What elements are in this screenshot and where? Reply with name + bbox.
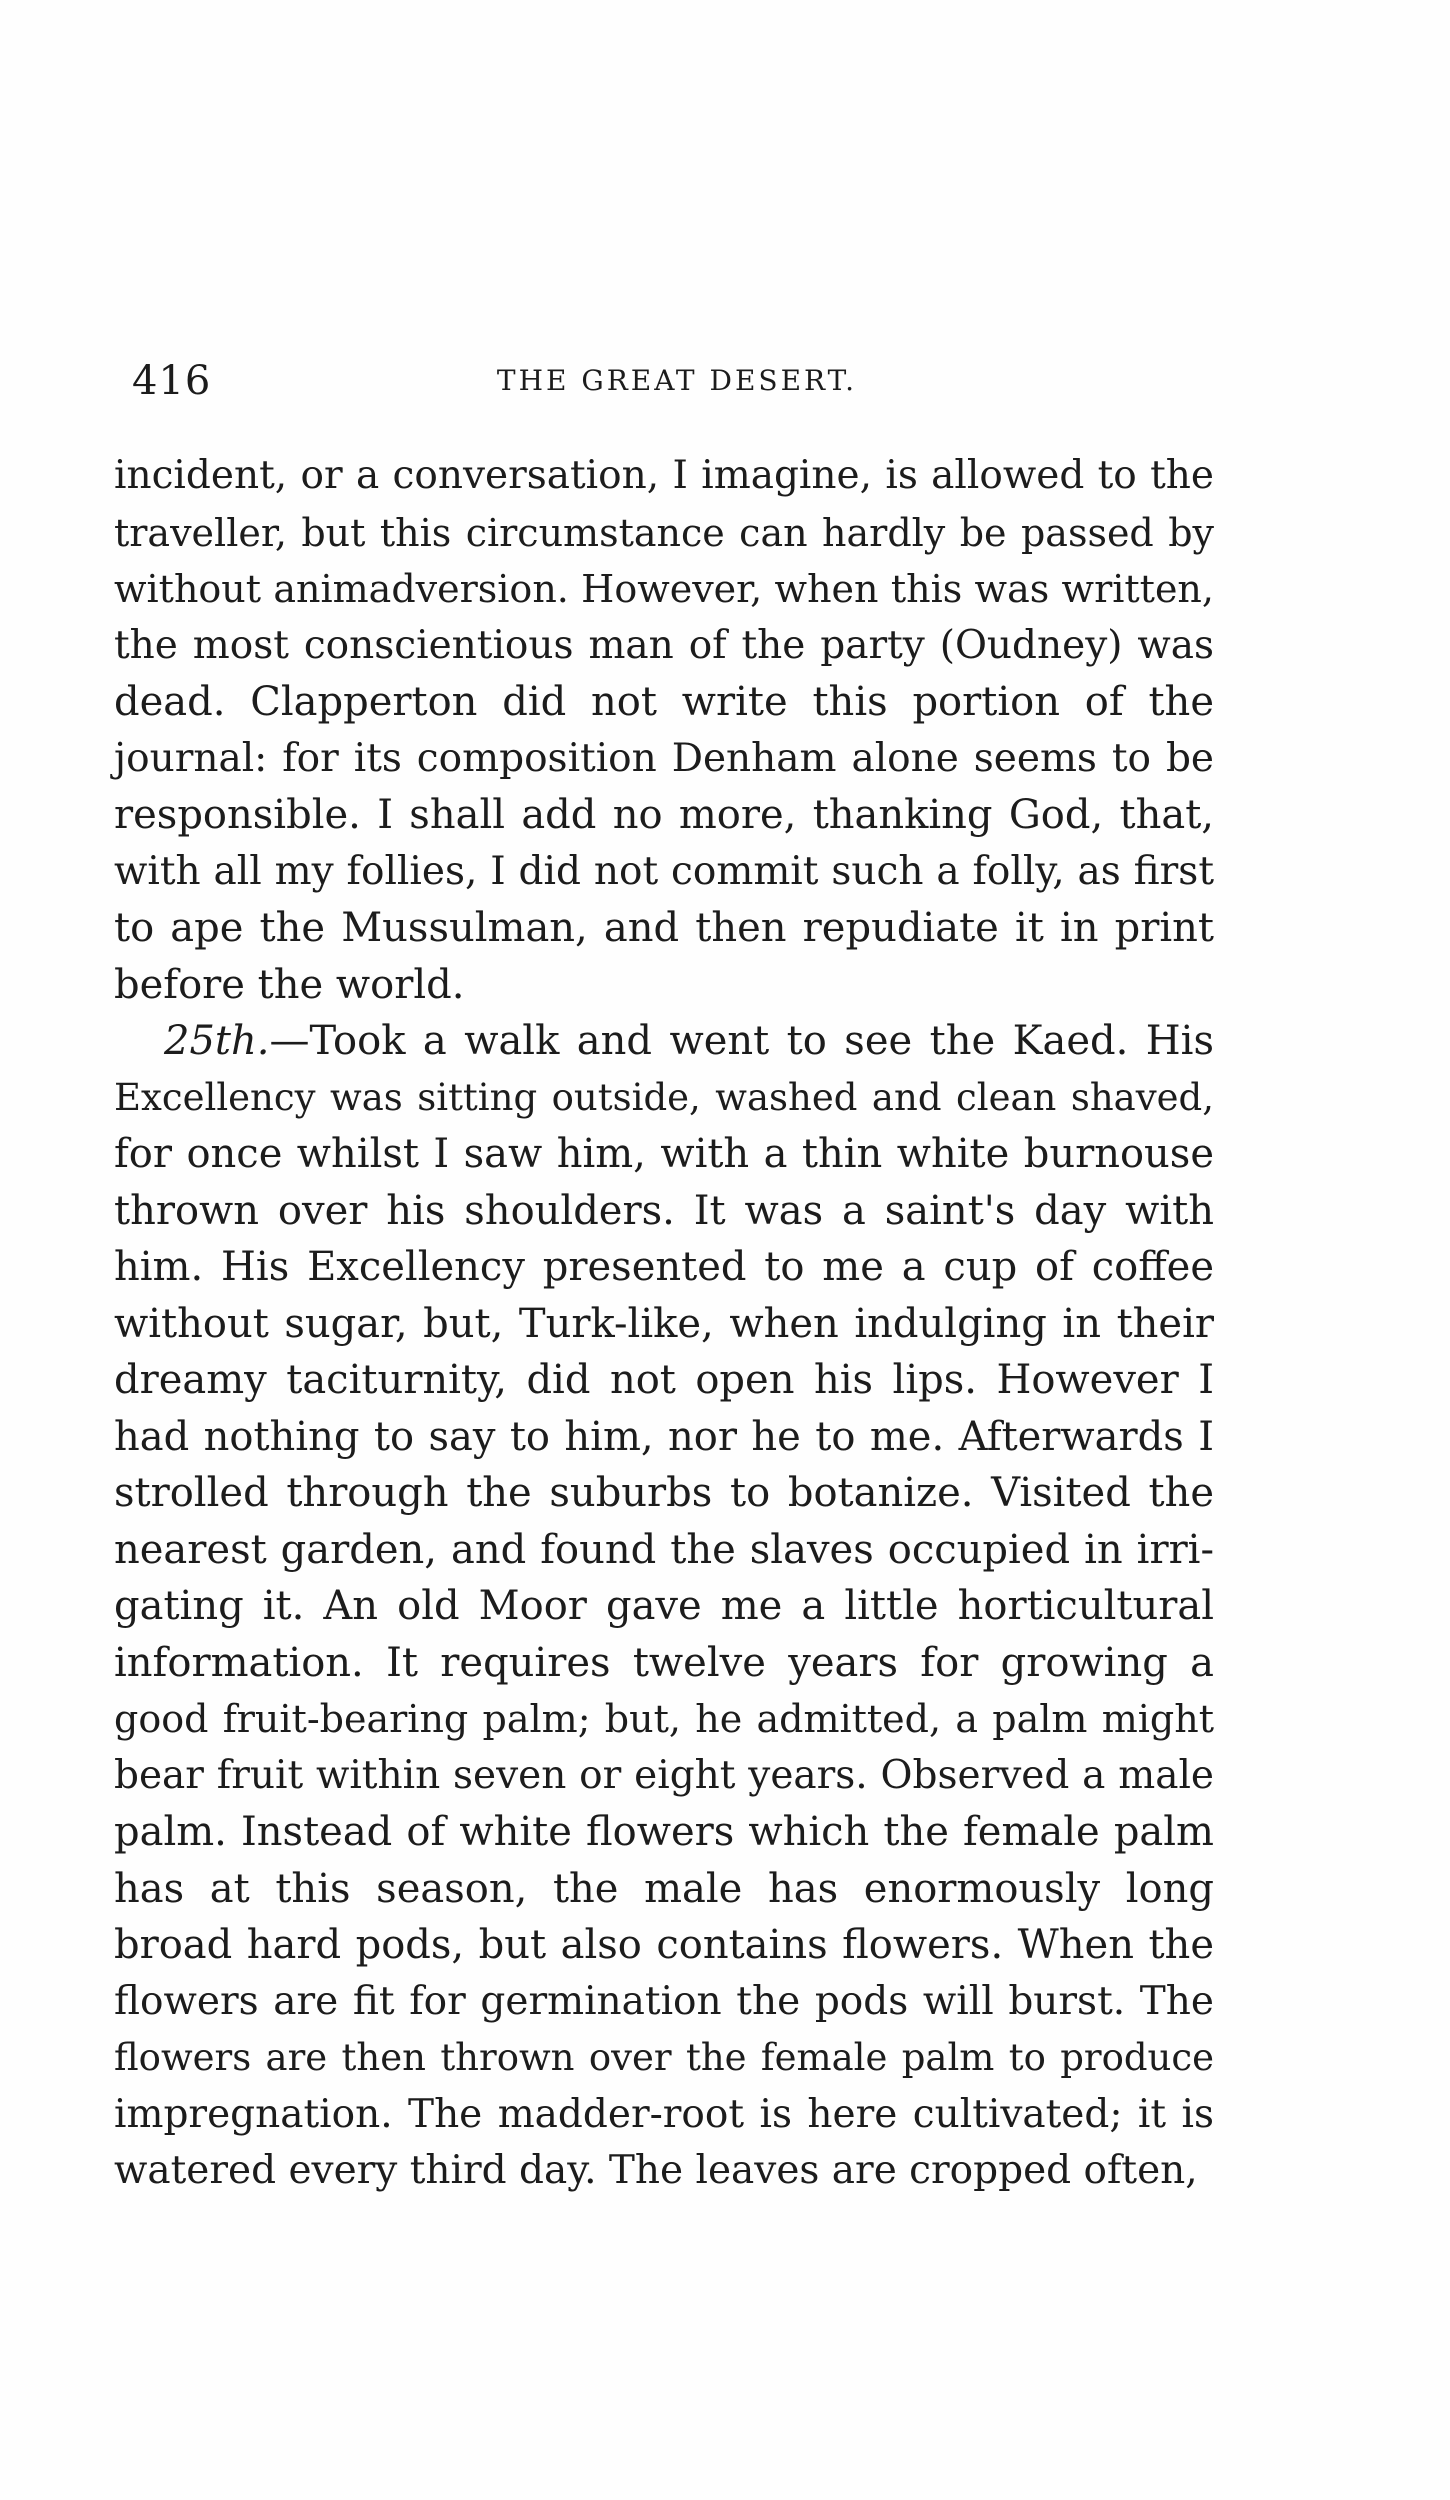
text-span: —Took a walk and went to see the Kaed. His	[269, 1018, 1214, 1064]
text-line: flowers are then thrown over the female palm to produce	[114, 2036, 1214, 2079]
page-header	[132, 358, 1222, 408]
text-line: without sugar, but, Turk-like, when indulging in their	[114, 1300, 1214, 1347]
text-line: bear fruit within seven or eight years. Observed a male	[114, 1752, 1214, 1798]
text-line: watered every third day. The leaves are cropped often,	[114, 2148, 1198, 2193]
text-line: dreamy taciturnity, did not open his lips. However I	[114, 1357, 1214, 1403]
text-line: strolled through the suburbs to botanize. Visited the	[114, 1470, 1214, 1516]
page-number: 416	[132, 358, 212, 404]
text-line: impregnation. The madder-root is here cultivated; it is	[114, 2091, 1214, 2137]
text-line: has at this season, the male has enormously long	[114, 1865, 1214, 1912]
text-line: broad hard pods, but also contains flowers. When the	[114, 1922, 1214, 1968]
text-line: the most conscientious man of the party (Oudney) was	[114, 622, 1214, 668]
text-line: good fruit-bearing palm; but, he admitted, a palm might	[114, 1697, 1214, 1741]
text-line: incident, or a conversation, I imagine, is allowed to the	[114, 453, 1214, 498]
text-line: for once whilst I saw him, with a thin white burnouse	[114, 1131, 1214, 1177]
body-text	[114, 448, 1214, 2200]
running-head: THE GREAT DESERT.	[496, 364, 858, 397]
text-line: journal: for its composition Denham alone seems to be	[114, 735, 1214, 781]
paragraph-start-line	[114, 1013, 1214, 1070]
text-line: palm. Instead of white flowers which the female palm	[114, 1809, 1214, 1855]
text-line: without animadversion. However, when this was written,	[114, 567, 1214, 611]
text-line: nearest garden, and found the slaves occupied in irri-	[114, 1526, 1214, 1573]
text-line: gating it. An old Moor gave me a little horticultural	[114, 1583, 1214, 1629]
text-line: thrown over his shoulders. It was a saint's day with	[114, 1187, 1214, 1234]
text-line: had nothing to say to him, nor he to me. Afterwards I	[114, 1413, 1214, 1460]
text-line: flowers are fit for germination the pods will burst. The	[114, 1978, 1214, 2024]
text-line: him. His Excellency presented to me a cup of coffee	[114, 1244, 1214, 1290]
text-line: traveller, but this circumstance can hardly be passed by	[114, 510, 1214, 555]
text-line: responsible. I shall add no more, thanking God, that,	[114, 792, 1214, 838]
text-line: to ape the Mussulman, and then repudiate it in print	[114, 905, 1214, 951]
entry-date: 25th.	[164, 1018, 270, 1064]
text-line: Excellency was sitting outside, washed and clean shaved,	[114, 1075, 1214, 1119]
text-line: information. It requires twelve years for growing a	[114, 1639, 1214, 1686]
text-line: before the world.	[114, 961, 465, 1008]
text-line: dead. Clapperton did not write this portion of the	[114, 679, 1214, 725]
text-line: with all my follies, I did not commit such a folly, as first	[114, 848, 1214, 894]
